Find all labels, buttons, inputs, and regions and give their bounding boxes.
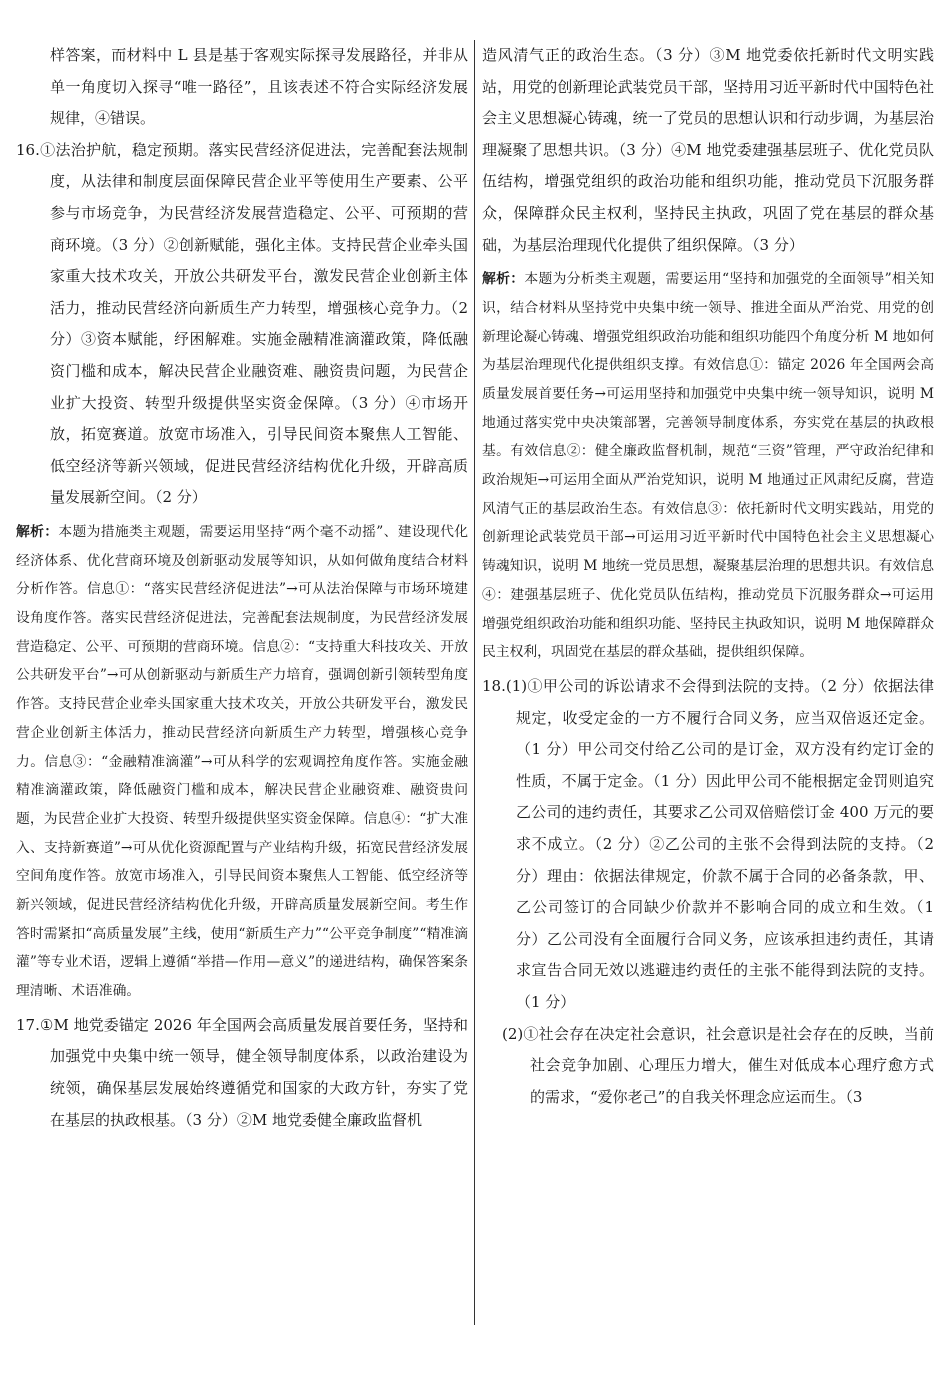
q17-analysis-text: 本题为分析类主观题，需要运用“坚持和加强党的全面领导”相关知识，结合材料从坚持党中央集中统一领导、推进全面从严治党、用党的创新理论凝心铸魂、增强党组织政治功能和组织功能四个角度分析 M 地如何为基层治理现代化提供组织支撑。有效信息①：锚定 2026 年全国两会高质量发展首要任务→可运用坚持和加强党中央集中统一领导知识，说明 M 地通过落实党中央决策部署，完善领导制度体系，夯实党在基层的执政根基。有效信息②：健全廉政监督机制，规范“三资”管理，严守政治纪律和政治规矩→可运用全面从严治党知识，说明 M 地通过正风肃纪反腐，营造风清气正的基层政治生态。有效信息③：依托新时代文明实践站，用党的创新理论武装党员干部→可运用习近平新时代中国特色社会主义思想凝心铸魂知识，说明 M 地统一党员思想，凝聚基层治理的思想共识。有效信息④：建强基层班子、优化党员队伍结构，推动党员下沉服务群众→可运用增强党组织政治功能和组织功能、坚持民主执政知识，说明 M 地保障群众民主权利，巩固党在基层的群众基础，提供组织保障。 [482, 271, 935, 661]
q16-analysis-text: 本题为措施类主观题，需要运用坚持“两个毫不动摇”、建设现代化经济体系、优化营商环境及创新驱动发展等知识，从如何做角度结合材料分析作答。信息①：“落实民营经济促进法”→可从法治保障与市场环境建设角度作答。落实民营经济促进法，完善配套法规制度，为民营经济发展营造稳定、公平、可预期的营商环境。信息②：“支持重大科技攻关、开放公共研发平台”→可从创新驱动与新质生产力培育，强调创新引领转型角度作答。支持民营企业牵头国家重大技术攻关，开放公共研发平台，激发民营企业创新主体活力，推动民营经济向新质生产力转型，增强核心竞争力。信息③：“金融精准滴灌”→可从科学的宏观调控角度作答。实施金融精准滴灌政策，降低融资门槛和成本，解决民营企业融资难、融资贵问题，为民营企业扩大投资、转型升级提供坚实资金保障。信息④：“扩大准入、支持新赛道”→可从优化资源配置与产业结构升级，拓宽民营经济发展空间角度作答。放宽市场准入，引导民间资本聚焦人工智能、低空经济等新兴领域，促进民营经济结构优化升级，开辟高质量发展新空间。考生作答时需紧扣“高质量发展”主线，使用“新质生产力”“公平竞争制度”“精准滴灌”等专业术语，逻辑上遵循“举措—作用—意义”的递进结构，确保答案条理清晰、术语准确。 [16, 523, 469, 1000]
q18-part1 [482, 671, 934, 1019]
right-column [482, 40, 934, 1113]
q17-answer-start [16, 1010, 468, 1136]
q17-analysis [482, 265, 934, 667]
q18-part1-text: (1)①甲公司的诉讼请求不会得到法院的支持。（2 分）依据法律规定，收受定金的一方不履行合同义务，应当双倍返还定金。（1 分）甲公司交付给乙公司的是订金，双方没有约定订金的性质，不属于定金。（1 分）因此甲公司不能根据定金罚则追究乙公司的违约责任，其要求乙公司双倍赔偿订金 400 万元的要求不成立。（2 分）②乙公司的主张不会得到法院的支持。（2 分）理由：依据法律规定，价款不属于合同的必备条款，甲、乙公司签订的合同缺少价款并不影响合同的成立和生效。（1 分）乙公司没有全面履行合同义务，应该承担违约责任，其请求宣告合同无效以逃避违约责任的主张不能得到法院的支持。（1 分） [505, 677, 934, 1011]
q17-answer-text: ①M 地党委锚定 2026 年全国两会高质量发展首要任务，坚持和加强党中央集中统一领导，健全领导制度体系，以政治建设为统领，确保基层发展始终遵循党和国家的大政方针，夯实了党在基层的执政根基。（3 分）②M 地党委健全廉政监督机 [39, 1015, 468, 1129]
q16-analysis [16, 518, 468, 1006]
q15-answer-tail: 样答案，而材料中 L 县是基于客观实际探寻发展路径，并非从单一角度切入探寻“唯一路径”，且该表述不符合实际经济发展规律，④错误。 [50, 46, 468, 128]
analysis-label: 解析： [482, 271, 525, 288]
q17-answer-continued: 造风清气正的政治生态。（3 分）③M 地党委依托新时代文明实践站，用党的创新理论武装党员干部，坚持用习近平新时代中国特色社会主义思想凝心铸魂，统一了党员的思想认识和行动步调，为基层治理凝聚了思想共识。（3 分）④M 地党委建强基层班子、优化党员队伍结构，增强党组织的政治功能和组织功能，推动党员下沉服务群众，保障群众民主权利，坚持民主执政，巩固了党在基层的群众基础，为基层治理现代化提供了组织保障。（3 分） [482, 46, 934, 254]
column-divider [474, 40, 475, 1325]
q18-part2: (2)①社会存在决定社会意识，社会意识是社会存在的反映，当前社会竞争加剧、心理压力增大，催生对低成本心理疗愈方式的需求，“爱你老己”的自我关怀理念应运而生。（3 [502, 1024, 934, 1106]
left-column [16, 40, 468, 1136]
q18-number: 18. [482, 677, 506, 695]
analysis-label: 解析： [16, 523, 59, 540]
q16-answer-text: ①法治护航，稳定预期。落实民营经济促进法，完善配套法规制度，从法律和制度层面保障民营企业平等使用生产要素、公平参与市场竞争，为民营经济发展营造稳定、公平、可预期的营商环境。（3 分）②创新赋能，强化主体。支持民营企业牵头国家重大技术攻关，开放公共研发平台，激发民营企业创新主体活力，推动民营经济向新质生产力转型，增强核心竞争力。（2 分）③资本赋能，纾困解难。实施金融精准滴灌政策，降低融资门槛和成本，解决民营企业融资难、融资贵问题，为民营企业扩大投资、转型升级提供坚实资金保障。（3 分）④市场开放，拓宽赛道。放宽市场准入，引导民间资本聚焦人工智能、低空经济等新兴领域，促进民营经济结构优化升级，开辟高质量发展新空间。（2 分） [39, 140, 468, 507]
q16-answer [16, 135, 468, 514]
q16-number: 16. [16, 140, 40, 159]
q17-number: 17. [16, 1015, 40, 1034]
